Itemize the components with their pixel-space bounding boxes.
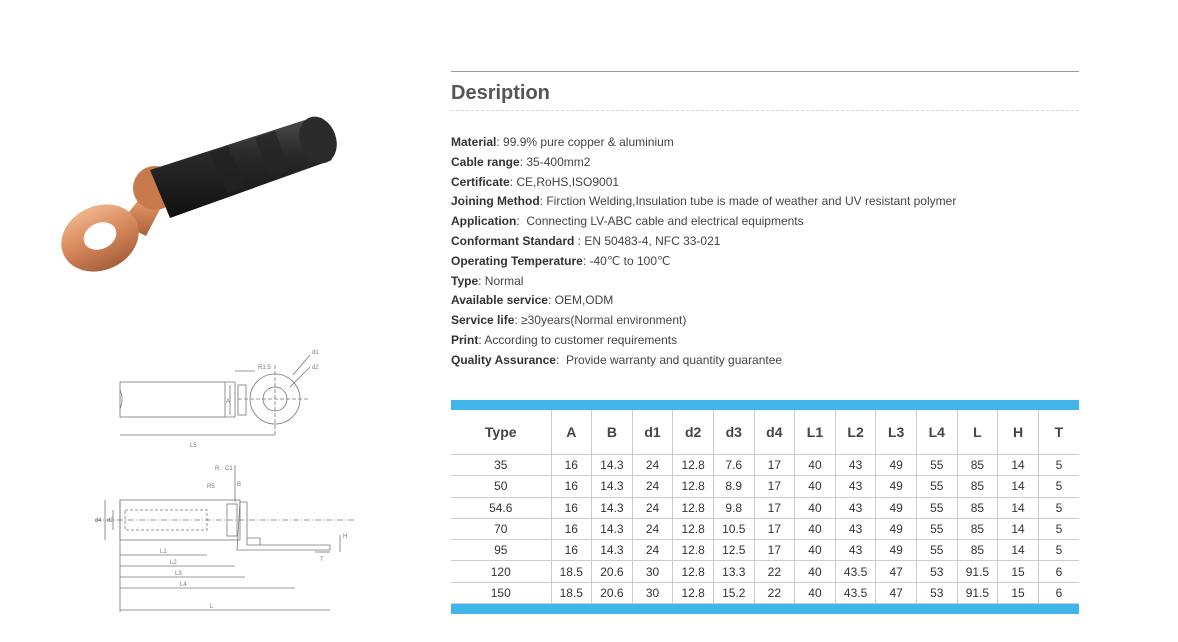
spec-separator: : bbox=[509, 174, 517, 189]
table-cell: 17 bbox=[754, 455, 795, 476]
table-cell: 40 bbox=[795, 561, 836, 582]
drawing-label-d2: d2 bbox=[312, 365, 319, 371]
table-cell: 120 bbox=[451, 561, 551, 582]
column-header: L2 bbox=[835, 410, 876, 455]
table-cell: 43 bbox=[835, 497, 876, 518]
table-cell: 49 bbox=[876, 540, 917, 561]
table-cell: 30 bbox=[632, 582, 673, 603]
table-cell: 14 bbox=[998, 476, 1039, 497]
table-cell: 18.5 bbox=[551, 561, 592, 582]
column-header: Type bbox=[451, 410, 551, 455]
column-header: L3 bbox=[876, 410, 917, 455]
table-cell: 14 bbox=[998, 540, 1039, 561]
table-cell: 55 bbox=[916, 540, 957, 561]
table-cell: 15.2 bbox=[713, 582, 754, 603]
spec-item bbox=[451, 351, 956, 371]
drawing-label-t: T bbox=[320, 557, 324, 563]
drawing-label-l3: L3 bbox=[175, 571, 182, 577]
spec-value: According to customer requirements bbox=[484, 332, 678, 347]
spec-label: Certificate bbox=[451, 174, 510, 189]
spec-value: CE,RoHS,ISO9001 bbox=[516, 174, 620, 189]
table-cell: 6 bbox=[1038, 561, 1079, 582]
table-cell: 20.6 bbox=[592, 561, 633, 582]
drawing-label-d3: d3 bbox=[107, 518, 114, 524]
drawing-label-r15: R1.5 bbox=[258, 365, 271, 371]
spec-value: 99.9% pure copper & aluminium bbox=[503, 135, 674, 149]
table-cell: 14 bbox=[998, 518, 1039, 539]
column-header: A bbox=[551, 410, 592, 455]
column-header: d4 bbox=[754, 410, 795, 455]
spec-label: Quality Assurance bbox=[451, 352, 556, 367]
table-cell: 6 bbox=[1038, 582, 1079, 603]
column-header: L1 bbox=[795, 410, 836, 455]
table-row bbox=[451, 561, 1079, 582]
drawing-label-l: L bbox=[210, 604, 214, 610]
spec-item bbox=[451, 212, 956, 232]
column-header: L4 bbox=[916, 410, 957, 455]
table-bottom-bar bbox=[451, 604, 1079, 614]
spec-label: Service life bbox=[451, 313, 515, 328]
table-cell: 15 bbox=[998, 561, 1039, 582]
table-cell: 12.8 bbox=[673, 476, 714, 497]
spec-item bbox=[451, 173, 956, 193]
table-cell: 17 bbox=[754, 497, 795, 518]
spec-value: -40℃ to 100℃ bbox=[589, 253, 671, 268]
table-cell: 17 bbox=[754, 476, 795, 497]
spec-value: Connecting LV-ABC cable and electrical equipments bbox=[526, 214, 804, 229]
table-cell: 14.3 bbox=[592, 497, 633, 518]
table-cell: 16 bbox=[551, 540, 592, 561]
column-header: T bbox=[1038, 410, 1079, 455]
spec-label: Cable range bbox=[451, 154, 520, 169]
table-cell: 12.5 bbox=[713, 540, 754, 561]
spec-separator: : bbox=[547, 293, 555, 308]
table-cell: 91.5 bbox=[957, 561, 998, 582]
spec-value: Provide warranty and quantity guarantee bbox=[565, 352, 783, 367]
drawing-label-l1: L1 bbox=[160, 549, 167, 555]
table-cell: 40 bbox=[795, 497, 836, 518]
spec-separator: : bbox=[478, 332, 485, 347]
spec-value: Firction Welding,Insulation tube is made of weather and UV resistant polymer bbox=[546, 194, 957, 209]
spec-label: Available service bbox=[451, 293, 548, 308]
table-cell: 24 bbox=[632, 540, 673, 561]
spec-label: Operating Temperature bbox=[451, 253, 583, 268]
table-cell: 35 bbox=[451, 455, 551, 476]
table-cell: 85 bbox=[957, 518, 998, 539]
spec-item bbox=[451, 192, 956, 212]
table-cell: 15 bbox=[998, 582, 1039, 603]
table-cell: 55 bbox=[916, 497, 957, 518]
top-divider bbox=[451, 71, 1079, 72]
table-cell: 47 bbox=[876, 561, 917, 582]
table-cell: 43 bbox=[835, 476, 876, 497]
table-cell: 17 bbox=[754, 518, 795, 539]
spec-label: Conformant Standard bbox=[451, 233, 575, 248]
spec-item bbox=[451, 252, 956, 272]
spec-item bbox=[451, 232, 956, 252]
table-cell: 30 bbox=[632, 561, 673, 582]
table-cell: 14.3 bbox=[592, 476, 633, 497]
column-header: L bbox=[957, 410, 998, 455]
table-cell: 40 bbox=[795, 540, 836, 561]
table-cell: 55 bbox=[916, 476, 957, 497]
drawing-label-d1: d1 bbox=[312, 350, 319, 356]
table-cell: 18.5 bbox=[551, 582, 592, 603]
table-cell: 8.9 bbox=[713, 476, 754, 497]
spec-table bbox=[451, 410, 1079, 604]
table-cell: 14.3 bbox=[592, 455, 633, 476]
table-cell: 24 bbox=[632, 497, 673, 518]
spec-item bbox=[451, 272, 956, 292]
spec-item bbox=[451, 133, 956, 153]
table-cell: 16 bbox=[551, 518, 592, 539]
spec-list bbox=[451, 133, 956, 371]
drawing-label-l5: L5 bbox=[190, 443, 197, 449]
table-cell: 5 bbox=[1038, 540, 1079, 561]
table-cell: 24 bbox=[632, 518, 673, 539]
table-cell: 5 bbox=[1038, 518, 1079, 539]
table-row bbox=[451, 476, 1079, 497]
drawing-label-l2: L2 bbox=[170, 560, 177, 566]
table-cell: 85 bbox=[957, 497, 998, 518]
table-cell: 53 bbox=[916, 561, 957, 582]
table-header-row bbox=[451, 410, 1079, 455]
column-header: H bbox=[998, 410, 1039, 455]
table-cell: 55 bbox=[916, 455, 957, 476]
table-cell: 16 bbox=[551, 455, 592, 476]
drawing-label-h: H bbox=[343, 534, 348, 540]
column-header: B bbox=[592, 410, 633, 455]
table-cell: 40 bbox=[795, 518, 836, 539]
table-cell: 12.8 bbox=[673, 540, 714, 561]
table-cell: 43 bbox=[835, 540, 876, 561]
table-cell: 43 bbox=[835, 518, 876, 539]
table-cell: 49 bbox=[876, 455, 917, 476]
table-cell: 12.8 bbox=[673, 497, 714, 518]
table-cell: 16 bbox=[551, 497, 592, 518]
spec-separator: : bbox=[555, 352, 566, 367]
drawing-label-b: B bbox=[237, 482, 242, 488]
dashed-divider bbox=[451, 110, 1079, 111]
spec-separator: : bbox=[582, 253, 590, 268]
spec-separator: : bbox=[478, 273, 485, 288]
table-cell: 95 bbox=[451, 540, 551, 561]
drawing-label-d4: d4 bbox=[95, 518, 102, 524]
table-cell: 22 bbox=[754, 582, 795, 603]
table-cell: 12.8 bbox=[673, 455, 714, 476]
drawing-label-c1: C1 bbox=[225, 466, 233, 472]
spec-value: 35-400mm2 bbox=[526, 154, 591, 169]
table-cell: 85 bbox=[957, 540, 998, 561]
spec-item bbox=[451, 311, 956, 331]
table-cell: 49 bbox=[876, 497, 917, 518]
spec-value: ≥30years(Normal environment) bbox=[521, 313, 687, 328]
spec-separator: : bbox=[514, 313, 522, 328]
technical-drawing-bottom bbox=[85, 460, 365, 620]
table-cell: 10.5 bbox=[713, 518, 754, 539]
table-row bbox=[451, 518, 1079, 539]
drawing-label-r: R bbox=[215, 466, 220, 472]
column-header: d3 bbox=[713, 410, 754, 455]
technical-drawing-top bbox=[110, 345, 340, 460]
table-cell: 20.6 bbox=[592, 582, 633, 603]
table-cell: 70 bbox=[451, 518, 551, 539]
table-cell: 24 bbox=[632, 455, 673, 476]
table-cell: 85 bbox=[957, 455, 998, 476]
table-cell: 14.3 bbox=[592, 540, 633, 561]
spec-value: Normal bbox=[484, 273, 524, 288]
table-row bbox=[451, 540, 1079, 561]
spec-item bbox=[451, 291, 956, 311]
table-cell: 49 bbox=[876, 518, 917, 539]
spec-separator: : bbox=[539, 194, 547, 209]
table-cell: 47 bbox=[876, 582, 917, 603]
spec-separator: : bbox=[574, 233, 585, 248]
table-cell: 53 bbox=[916, 582, 957, 603]
table-cell: 150 bbox=[451, 582, 551, 603]
table-cell: 14 bbox=[998, 497, 1039, 518]
spec-label: Material bbox=[451, 135, 497, 149]
spec-separator: : bbox=[516, 214, 527, 229]
table-cell: 5 bbox=[1038, 455, 1079, 476]
table-cell: 17 bbox=[754, 540, 795, 561]
table-cell: 14 bbox=[998, 455, 1039, 476]
spec-label: Print bbox=[451, 332, 479, 347]
table-cell: 5 bbox=[1038, 476, 1079, 497]
spec-value: OEM,ODM bbox=[554, 293, 614, 308]
column-header: d1 bbox=[632, 410, 673, 455]
table-cell: 7.6 bbox=[713, 455, 754, 476]
table-cell: 50 bbox=[451, 476, 551, 497]
spec-item bbox=[451, 153, 956, 173]
table-cell: 40 bbox=[795, 476, 836, 497]
spec-separator: : bbox=[496, 135, 504, 149]
table-cell: 24 bbox=[632, 476, 673, 497]
table-cell: 85 bbox=[957, 476, 998, 497]
table-cell: 16 bbox=[551, 476, 592, 497]
spec-label: Type bbox=[451, 273, 479, 288]
table-cell: 40 bbox=[795, 582, 836, 603]
table-cell: 40 bbox=[795, 455, 836, 476]
table-row bbox=[451, 582, 1079, 603]
table-top-bar bbox=[451, 400, 1079, 410]
table-cell: 12.8 bbox=[673, 582, 714, 603]
table-cell: 12.8 bbox=[673, 518, 714, 539]
spec-label: Joining Method bbox=[451, 194, 540, 209]
table-cell: 9.8 bbox=[713, 497, 754, 518]
table-cell: 54.6 bbox=[451, 497, 551, 518]
spec-label: Application bbox=[451, 214, 517, 229]
table-row bbox=[451, 455, 1079, 476]
table-cell: 14.3 bbox=[592, 518, 633, 539]
table-row bbox=[451, 497, 1079, 518]
table-cell: 55 bbox=[916, 518, 957, 539]
spec-separator: : bbox=[519, 154, 527, 169]
table-cell: 91.5 bbox=[957, 582, 998, 603]
table-cell: 49 bbox=[876, 476, 917, 497]
product-photo bbox=[50, 108, 350, 283]
drawing-label-a: A bbox=[226, 399, 231, 405]
table-cell: 43 bbox=[835, 455, 876, 476]
drawing-label-r5: R5 bbox=[207, 484, 215, 490]
table-cell: 5 bbox=[1038, 497, 1079, 518]
table-cell: 43.5 bbox=[835, 582, 876, 603]
section-title: Desription bbox=[451, 82, 550, 104]
drawing-label-l4: L4 bbox=[180, 582, 187, 588]
column-header: d2 bbox=[673, 410, 714, 455]
table-cell: 13.3 bbox=[713, 561, 754, 582]
table-cell: 22 bbox=[754, 561, 795, 582]
spec-item bbox=[451, 331, 956, 351]
spec-value: EN 50483-4, NFC 33-021 bbox=[584, 233, 721, 248]
table-cell: 12.8 bbox=[673, 561, 714, 582]
table-cell: 43.5 bbox=[835, 561, 876, 582]
